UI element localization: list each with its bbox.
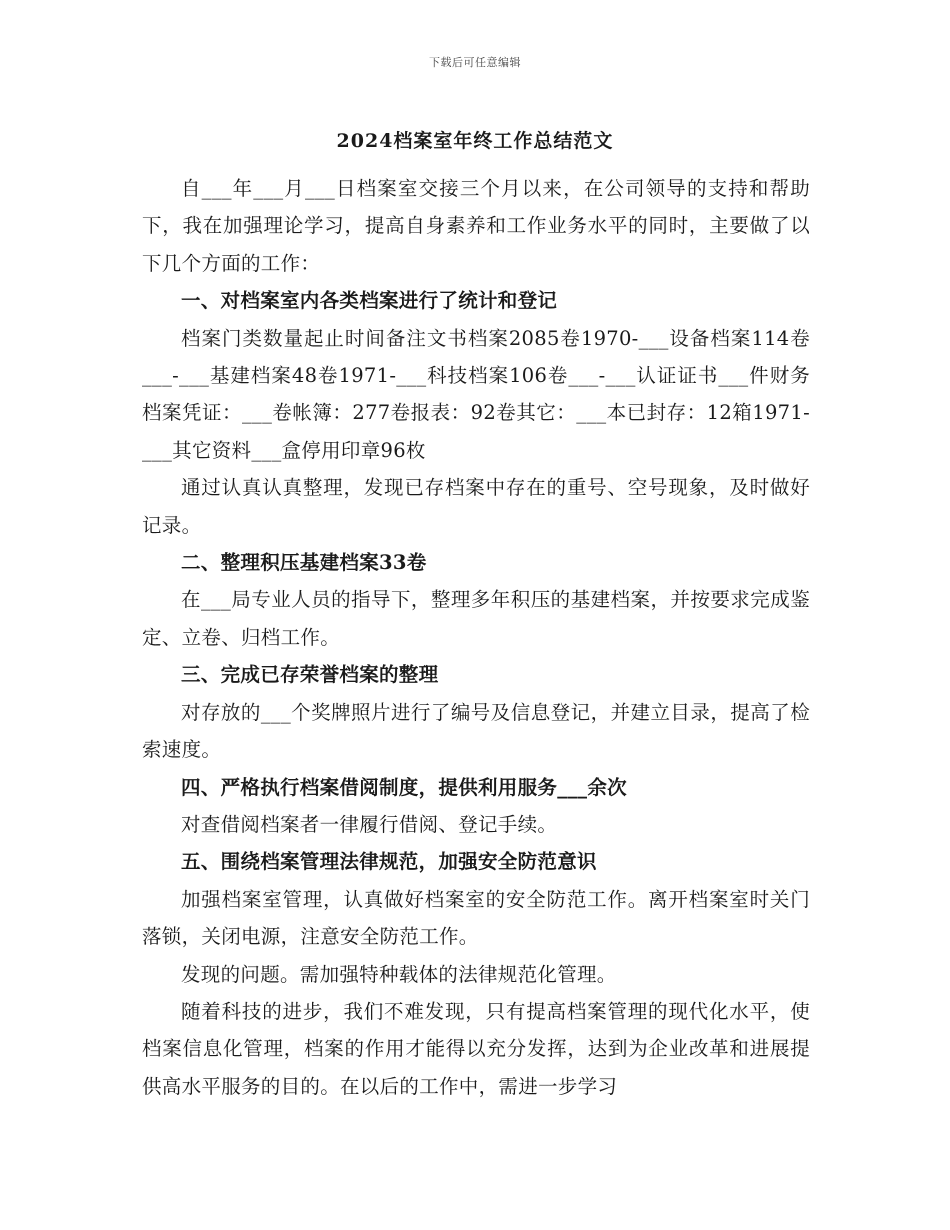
section-4-paragraph-1: 对查借阅档案者一律履行借阅、登记手续。 [181, 812, 558, 836]
section-2-heading: 二、整理积压基建档案33卷 [181, 551, 427, 575]
section-3-heading: 三、完成已存荣誉档案的整理 [181, 663, 439, 687]
section-5-paragraph-2: 发现的问题。需加强特种载体的法律规范化管理。 [181, 962, 617, 986]
section-5-heading: 五、围绕档案管理法律规范，加强安全防范意识 [181, 850, 597, 874]
section-5-paragraph-1: 加强档案室管理，认真做好档案室的安全防范工作。离开档案室时关门落锁，关闭电源，注意安全防范工作。 [142, 887, 810, 949]
section-4-heading: 四、严格执行档案借阅制度，提供利用服务___余次 [181, 775, 627, 799]
section-2-paragraph-1: 在___局专业人员的指导下，整理多年积压的基建档案，并按要求完成鉴定、立卷、归档工作。 [142, 588, 810, 649]
section-1-paragraph-2: 通过认真认真整理，发现已存档案中存在的重号、空号现象，及时做好记录。 [142, 476, 810, 537]
header-note: 下载后可任意编辑 [429, 56, 521, 69]
section-1-paragraph-1: 档案门类数量起止时间备注文书档案2085卷1970-___设备档案114卷___-___基建档案48卷1971-___科技档案106卷___-___认证证书___件财务档案凭证：___卷帐簿：277卷报表：92卷其它：___本已封存：12箱1971-___其它资料___盒停用印章96枚 [142, 326, 810, 462]
document-title: 2024档案室年终工作总结范文 [336, 130, 614, 152]
document-body [142, 170, 810, 1105]
intro-paragraph: 自___年___月___日档案室交接三个月以来，在公司领导的支持和帮助下，我在加强理论学习，提高自身素养和工作业务水平的同时，主要做了以下几个方面的工作： [142, 177, 810, 275]
section-5-paragraph-3: 随着科技的进步，我们不难发现，只有提高档案管理的现代化水平，使档案信息化管理，档案的作用才能得以充分发挥，达到为企业改革和进展提供高水平服务的目的。在以后的工作中，需进一步学习 [142, 999, 810, 1098]
section-3-paragraph-1: 对存放的___个奖牌照片进行了编号及信息登记，并建立目录，提高了检索速度。 [142, 700, 810, 762]
section-1-heading: 一、对档案室内各类档案进行了统计和登记 [181, 289, 558, 313]
